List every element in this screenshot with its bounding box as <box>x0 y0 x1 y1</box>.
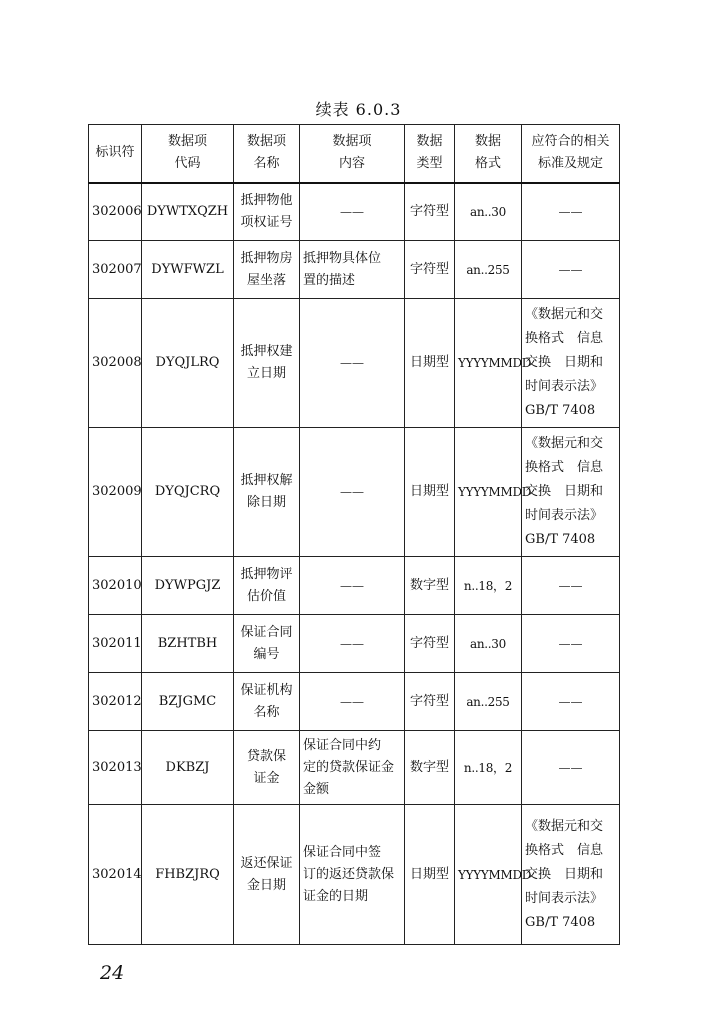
cell-id: 302009 <box>89 428 142 557</box>
cell-format: an..30 <box>455 183 522 241</box>
table-row <box>89 557 620 615</box>
cell-standard: 《数据元和交 换格式 信息 交换 日期和 时间表示法》 GB/T 7408 <box>522 428 620 557</box>
header-standard: 应符合的相关 标准及规定 <box>522 125 620 183</box>
cell-standard: —— <box>522 731 620 805</box>
cell-content: —— <box>300 673 405 731</box>
table-row <box>89 805 620 945</box>
cell-type: 数字型 <box>405 557 455 615</box>
cell-content: 保证合同中约 定的贷款保证金 金额 <box>300 731 405 805</box>
header-content: 数据项 内容 <box>300 125 405 183</box>
cell-content: —— <box>300 557 405 615</box>
table-row <box>89 615 620 673</box>
cell-content: —— <box>300 183 405 241</box>
cell-content: —— <box>300 428 405 557</box>
table-row <box>89 731 620 805</box>
cell-type: 字符型 <box>405 183 455 241</box>
cell-type: 数字型 <box>405 731 455 805</box>
cell-id: 302012 <box>89 673 142 731</box>
table-row <box>89 428 620 557</box>
cell-standard: 《数据元和交 换格式 信息 交换 日期和 时间表示法》 GB/T 7408 <box>522 299 620 428</box>
table-row <box>89 299 620 428</box>
cell-type: 字符型 <box>405 241 455 299</box>
cell-id: 302007 <box>89 241 142 299</box>
cell-name: 贷款保 证金 <box>234 731 300 805</box>
cell-name: 抵押物房 屋坐落 <box>234 241 300 299</box>
cell-standard: —— <box>522 615 620 673</box>
cell-id: 302006 <box>89 183 142 241</box>
cell-content: —— <box>300 299 405 428</box>
data-table <box>88 124 620 945</box>
cell-type: 日期型 <box>405 299 455 428</box>
cell-content: 抵押物具体位 置的描述 <box>300 241 405 299</box>
cell-standard: —— <box>522 557 620 615</box>
cell-code: DYQJLRQ <box>142 299 234 428</box>
cell-id: 302010 <box>89 557 142 615</box>
cell-code: BZJGMC <box>142 673 234 731</box>
cell-standard: —— <box>522 241 620 299</box>
cell-code: DYWPGJZ <box>142 557 234 615</box>
cell-format: an..30 <box>455 615 522 673</box>
cell-code: DYWFWZL <box>142 241 234 299</box>
cell-id: 302011 <box>89 615 142 673</box>
cell-id: 302008 <box>89 299 142 428</box>
cell-format: n..18，2 <box>455 731 522 805</box>
header-id: 标识符 <box>89 125 142 183</box>
cell-name: 返还保证 金日期 <box>234 805 300 945</box>
cell-type: 日期型 <box>405 428 455 557</box>
cell-standard: —— <box>522 183 620 241</box>
page-number: 24 <box>100 962 125 984</box>
cell-format: YYYYMMDD <box>455 299 522 428</box>
header-code: 数据项 代码 <box>142 125 234 183</box>
cell-id: 302014 <box>89 805 142 945</box>
cell-name: 抵押权解 除日期 <box>234 428 300 557</box>
cell-name: 抵押物他 项权证号 <box>234 183 300 241</box>
header-row <box>89 125 620 183</box>
table-row <box>89 673 620 731</box>
table-row <box>89 241 620 299</box>
cell-name: 抵押物评 估价值 <box>234 557 300 615</box>
cell-format: YYYYMMDD <box>455 805 522 945</box>
header-format: 数据 格式 <box>455 125 522 183</box>
cell-name: 保证合同 编号 <box>234 615 300 673</box>
cell-type: 字符型 <box>405 673 455 731</box>
cell-format: n..18，2 <box>455 557 522 615</box>
cell-format: an..255 <box>455 673 522 731</box>
cell-type: 日期型 <box>405 805 455 945</box>
cell-format: an..255 <box>455 241 522 299</box>
cell-name: 抵押权建 立日期 <box>234 299 300 428</box>
cell-content: —— <box>300 615 405 673</box>
cell-id: 302013 <box>89 731 142 805</box>
cell-type: 字符型 <box>405 615 455 673</box>
cell-name: 保证机构 名称 <box>234 673 300 731</box>
cell-format: YYYYMMDD <box>455 428 522 557</box>
cell-code: FHBZJRQ <box>142 805 234 945</box>
cell-code: DYWTXQZH <box>142 183 234 241</box>
cell-code: DKBZJ <box>142 731 234 805</box>
cell-content: 保证合同中签 订的返还贷款保 证金的日期 <box>300 805 405 945</box>
header-type: 数据 类型 <box>405 125 455 183</box>
table-caption: 续表 6.0.3 <box>315 100 402 119</box>
cell-standard: 《数据元和交 换格式 信息 交换 日期和 时间表示法》 GB/T 7408 <box>522 805 620 945</box>
cell-standard: —— <box>522 673 620 731</box>
table-row <box>89 183 620 241</box>
cell-code: DYQJCRQ <box>142 428 234 557</box>
cell-code: BZHTBH <box>142 615 234 673</box>
header-name: 数据项 名称 <box>234 125 300 183</box>
